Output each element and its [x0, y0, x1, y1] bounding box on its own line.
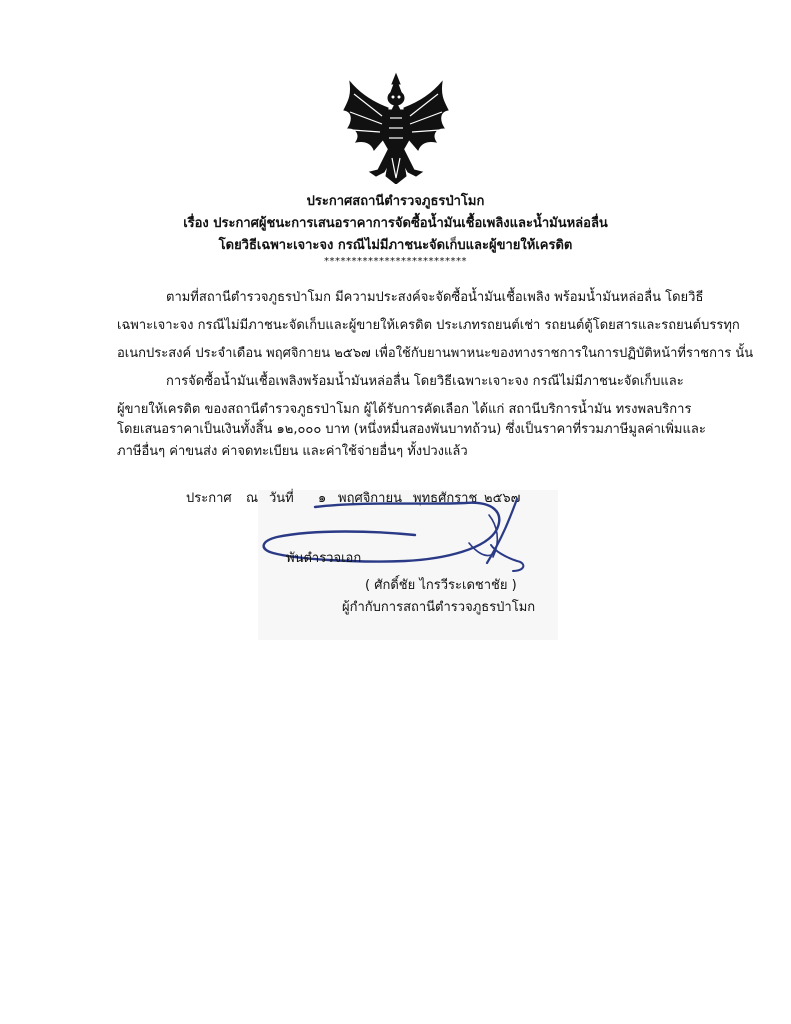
dateline-era: พุทธศักราช: [413, 491, 478, 506]
paragraph-1-line: ตามที่สถานีตำรวจภูธรป่าโมก มีความประสงค์จะจัดซื้อน้ำมันเชื้อเพลิง พร้อมน้ำมันหล่อลื่น โดยวิธี: [166, 290, 704, 305]
paragraph-1-line: อเนกประสงค์ ประจำเดือน พฤศจิกายน ๒๕๖๗ เพื่อใช้กับยานพาหนะของทางราชการในการปฏิบัติหน้าที่ราชการ นั้น: [117, 346, 754, 361]
separator-stars: **************************: [324, 256, 467, 267]
announcement-org: ประกาศสถานีตำรวจภูธรป่าโมก: [306, 194, 485, 209]
signer-position: ผู้กำกับการสถานีตำรวจภูธรป่าโมก: [342, 600, 536, 615]
garuda-emblem: [342, 72, 450, 184]
dateline-day-label: วันที่: [269, 491, 294, 506]
dateline-at: ณ: [246, 491, 259, 506]
paragraph-2-line: ภาษีอื่นๆ ค่าขนส่ง ค่าจดทะเบียน และค่าใช้จ่ายอื่นๆ ทั้งปวงแล้ว: [117, 444, 468, 459]
dateline-day: ๑: [318, 491, 327, 506]
announcement-method: โดยวิธีเฉพาะเจาะจง กรณีไม่มีภาชนะจัดเก็บและผู้ขายให้เครดิต: [218, 238, 573, 253]
paragraph-2-line: โดยเสนอราคาเป็นเงินทั้งสิ้น ๑๒,๐๐๐ บาท (หนึ่งหมื่นสองพันบาทถ้วน) ซึ่งเป็นราคาที่รวมภาษีมูลค่าเพิ่มและ: [117, 422, 706, 437]
signer-name: ( ศักดิ์ชัย ไกรวีระเดชาชัย ): [365, 578, 517, 593]
dateline-month: พฤศจิกายน: [338, 491, 402, 506]
dateline-year: ๒๕๖๗: [484, 491, 521, 506]
signer-rank: พันตำรวจเอก: [286, 551, 362, 566]
paragraph-1-line: เฉพาะเจาะจง กรณีไม่มีภาชนะจัดเก็บและผู้ขายให้เครดิต ประเภทรถยนต์เช่า รถยนต์ตู้โดยสารและรถยนต์บรรทุก: [117, 318, 740, 333]
paragraph-2-line: ผู้ขายให้เครดิต ของสถานีตำรวจภูธรป่าโมก ผู้ได้รับการคัดเลือก ได้แก่ สถานีบริการน้ำมัน ทรงพลบริการ: [117, 402, 692, 417]
dateline-announce: ประกาศ: [186, 491, 232, 506]
announcement-subject: เรื่อง ประกาศผู้ชนะการเสนอราคาการจัดซื้อน้ำมันเชื้อเพลิงและน้ำมันหล่อลื่น: [183, 216, 608, 231]
paragraph-2-line: การจัดซื้อน้ำมันเชื้อเพลิงพร้อมน้ำมันหล่อลื่น โดยวิธีเฉพาะเจาะจง กรณีไม่มีภาชนะจัดเก็บและ: [166, 374, 684, 389]
